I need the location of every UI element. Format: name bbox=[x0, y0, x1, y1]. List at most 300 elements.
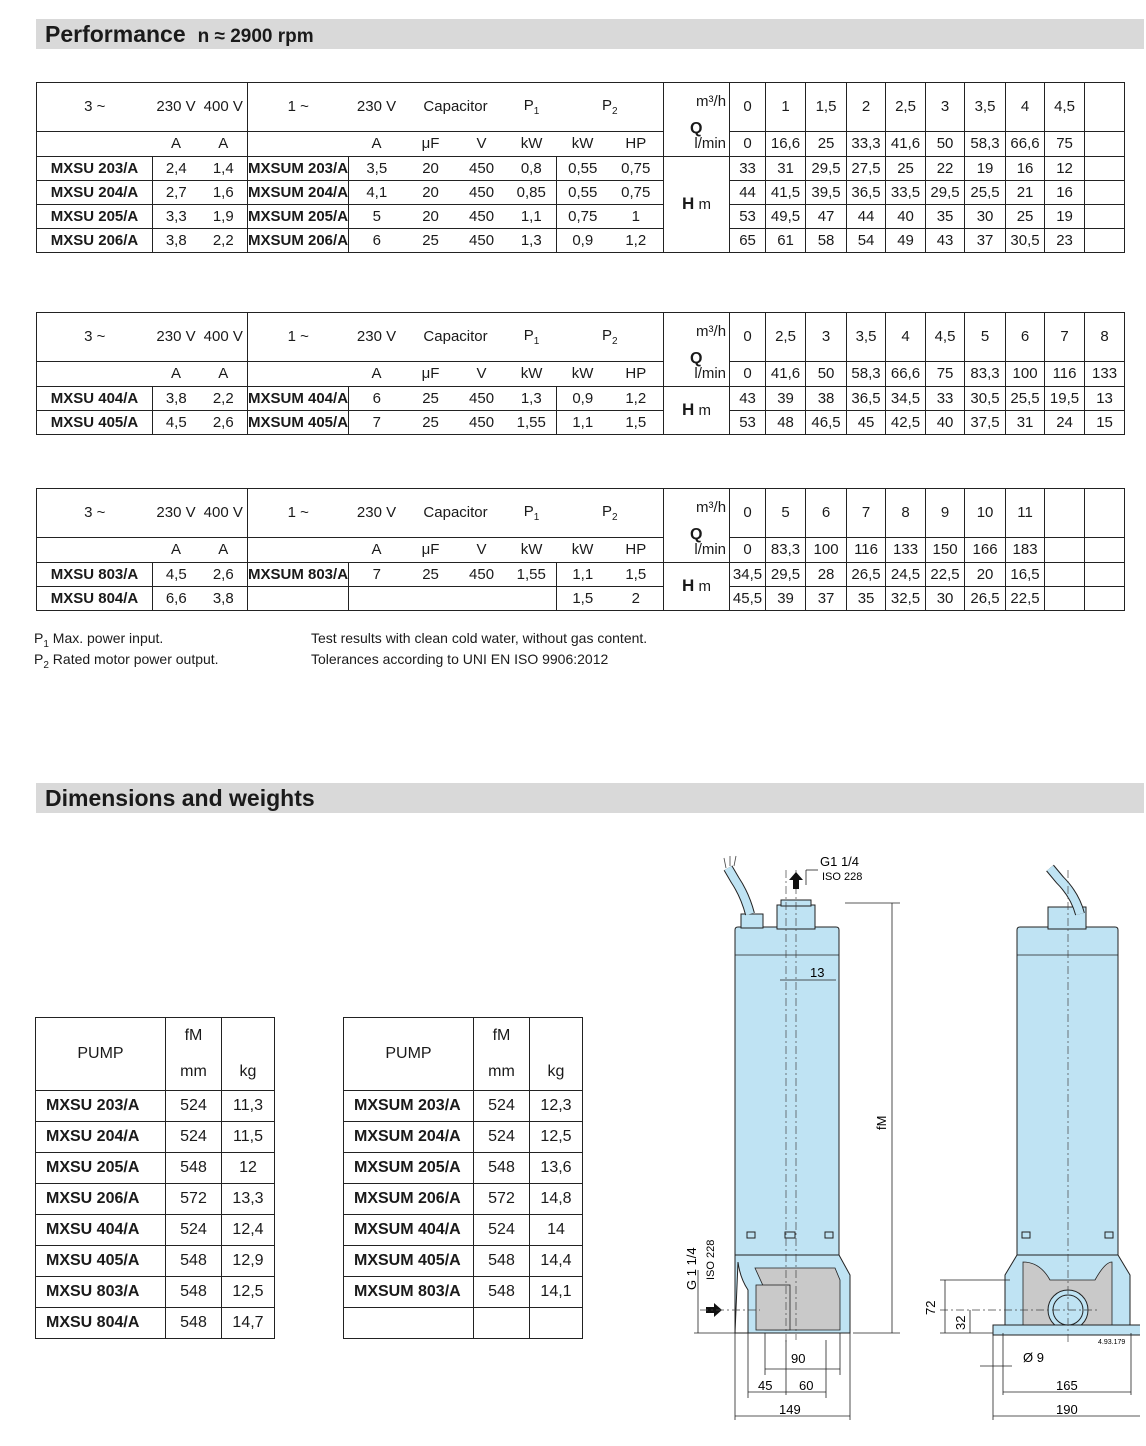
q-lmin-cell: 66,6 bbox=[886, 361, 926, 386]
hdr-230v-1: 230 V bbox=[349, 83, 405, 132]
head-value: 48 bbox=[766, 410, 806, 434]
length-mm: 524 bbox=[166, 1091, 222, 1122]
q-m3h-cell: 9 bbox=[926, 489, 965, 538]
dim-row bbox=[344, 1308, 583, 1339]
head-value: 16 bbox=[1006, 156, 1045, 180]
q-m3h-cell: 6 bbox=[806, 489, 847, 538]
head-value: 37 bbox=[965, 228, 1006, 252]
model-3phase: MXSU 405/A bbox=[37, 410, 153, 434]
head-value: 37 bbox=[806, 586, 847, 610]
dimensions-title: Dimensions and weights bbox=[45, 785, 315, 811]
perf-row: MXSU 203/A 2,4 1,4 MXSUM 203/A 3,5 20 450 0,8 0,55 0,75 H m 33 31 29,5 27,5 25 22 19 16 12 bbox=[37, 156, 1125, 180]
hdr-230v: 230 V bbox=[153, 489, 200, 538]
hdr-mm: mm bbox=[166, 1054, 222, 1091]
performance-speed: n ≈ 2900 rpm bbox=[197, 26, 314, 47]
performance-table-200 bbox=[36, 82, 1125, 253]
q-lmin-cell: 133 bbox=[886, 537, 926, 562]
hdr-capacitor: Capacitor bbox=[405, 489, 507, 538]
q-lmin-cell bbox=[1045, 537, 1085, 562]
length-mm: 548 bbox=[166, 1308, 222, 1339]
head-value: 22 bbox=[926, 156, 965, 180]
head-value: 53 bbox=[730, 410, 766, 434]
hdr-pump: PUMP bbox=[344, 1018, 474, 1091]
q-lmin-cell: 0 bbox=[730, 361, 766, 386]
dimensions-table-1phase bbox=[343, 1017, 583, 1339]
unit-a: A bbox=[153, 537, 200, 562]
dim-row bbox=[344, 1215, 583, 1246]
hdr-p1: $P_1$ bbox=[507, 313, 557, 362]
head-value: 23 bbox=[1045, 228, 1085, 252]
note-p2: $P_2$ Rated motor power output. bbox=[34, 651, 219, 671]
unit-hp: HP bbox=[609, 361, 664, 386]
head-value: 61 bbox=[766, 228, 806, 252]
head-value: 16 bbox=[1045, 180, 1085, 204]
head-value: 36,5 bbox=[847, 386, 886, 410]
weight-kg: 13,3 bbox=[222, 1184, 275, 1215]
head-value: 16,5 bbox=[1006, 562, 1045, 586]
model-1phase: MXSUM 206/A bbox=[248, 228, 349, 252]
hdr-1phase: 1 ~ bbox=[248, 313, 349, 362]
head-value bbox=[1085, 156, 1125, 180]
head-value: 38 bbox=[806, 386, 847, 410]
length-mm: 524 bbox=[474, 1091, 530, 1122]
pump-model: MXSU 405/A bbox=[36, 1246, 166, 1277]
head-value bbox=[1085, 204, 1125, 228]
q-lmin-cell: 41,6 bbox=[886, 131, 926, 156]
hdr-lmin: l/min bbox=[664, 537, 730, 562]
head-value: 22,5 bbox=[926, 562, 965, 586]
hdr-230v: 230 V bbox=[153, 313, 200, 362]
weight-kg: 11,5 bbox=[222, 1122, 275, 1153]
perf-row: MXSU 205/A 3,3 1,9 MXSUM 205/A 5 20 450 1,1 0,75 1 53 49,5 47 44 40 35 30 25 19 bbox=[37, 204, 1125, 228]
q-lmin-cell: 0 bbox=[730, 537, 766, 562]
dim-row bbox=[344, 1091, 583, 1122]
q-m3h-cell: 2 bbox=[847, 83, 886, 132]
q-lmin-cell: 150 bbox=[926, 537, 965, 562]
head-value: 44 bbox=[730, 180, 766, 204]
q-m3h-cell: 7 bbox=[1045, 313, 1085, 362]
perf-row: MXSU 804/A 6,6 3,8 1,5 2 45,5 39 37 35 32,5 30 26,5 22,5 bbox=[37, 586, 1125, 610]
q-m3h-cell: 3 bbox=[926, 83, 965, 132]
head-value: 29,5 bbox=[766, 562, 806, 586]
head-value: 27,5 bbox=[847, 156, 886, 180]
pump-model: MXSUM 206/A bbox=[344, 1184, 474, 1215]
model-1phase: MXSUM 404/A bbox=[248, 386, 349, 410]
q-m3h-cell: 4 bbox=[886, 313, 926, 362]
perf-row: MXSU 404/A 3,8 2,2 MXSUM 404/A 6 25 450 1,3 0,9 1,2 H m 43 39 38 36,5 34,5 33 30,5 25,5 19,5 13 bbox=[37, 386, 1125, 410]
head-value: 42,5 bbox=[886, 410, 926, 434]
head-value: 19 bbox=[1045, 204, 1085, 228]
head-value bbox=[1085, 586, 1125, 610]
unit-a: A bbox=[153, 361, 200, 386]
hdr-pump: PUMP bbox=[36, 1018, 166, 1091]
note-test: Test results with clean cold water, without gas content. bbox=[311, 630, 648, 646]
length-mm: 548 bbox=[166, 1153, 222, 1184]
length-mm: 572 bbox=[166, 1184, 222, 1215]
weight-kg: 13,6 bbox=[530, 1153, 583, 1184]
unit-kw: kW bbox=[507, 537, 557, 562]
weight-kg: 14,7 bbox=[222, 1308, 275, 1339]
hdr-1phase: 1 ~ bbox=[248, 489, 349, 538]
q-m3h-cell: 2,5 bbox=[886, 83, 926, 132]
q-lmin-cell: 25 bbox=[806, 131, 847, 156]
perf-row: MXSU 405/A 4,5 2,6 MXSUM 405/A 7 25 450 1,55 1,1 1,5 53 48 46,5 45 42,5 40 37,5 31 24 15 bbox=[37, 410, 1125, 434]
head-value: 46,5 bbox=[806, 410, 847, 434]
q-m3h-cell: 8 bbox=[886, 489, 926, 538]
head-value: 53 bbox=[730, 204, 766, 228]
q-m3h-cell: 3 bbox=[806, 313, 847, 362]
hdr-230v-1: 230 V bbox=[349, 313, 405, 362]
q-label: Q bbox=[690, 526, 703, 543]
hdr-p2: $P_2$ bbox=[557, 313, 664, 362]
dim-row bbox=[36, 1308, 275, 1339]
unit-kw: kW bbox=[507, 361, 557, 386]
head-value: 40 bbox=[886, 204, 926, 228]
q-m3h-cell: 5 bbox=[965, 313, 1006, 362]
q-m3h-cell: 4,5 bbox=[926, 313, 965, 362]
q-lmin-cell: 166 bbox=[965, 537, 1006, 562]
model-1phase: MXSUM 405/A bbox=[248, 410, 349, 434]
weight-kg: 14,4 bbox=[530, 1246, 583, 1277]
q-m3h-cell: 0 bbox=[730, 489, 766, 538]
pump-model: MXSUM 204/A bbox=[344, 1122, 474, 1153]
q-m3h-cell: 8 bbox=[1085, 313, 1125, 362]
hdr-230v: 230 V bbox=[153, 83, 200, 132]
pump-side-view bbox=[940, 868, 1140, 1420]
head-label: H m bbox=[664, 386, 730, 434]
dim-row bbox=[36, 1153, 275, 1184]
length-mm: 524 bbox=[474, 1122, 530, 1153]
q-m3h-cell: 10 bbox=[965, 489, 1006, 538]
pump-front-view bbox=[694, 856, 900, 1420]
unit-a: A bbox=[349, 361, 405, 386]
head-value: 29,5 bbox=[806, 156, 847, 180]
label-13: 13 bbox=[810, 965, 825, 980]
weight-kg: 12,9 bbox=[222, 1246, 275, 1277]
q-m3h-cell: 5 bbox=[766, 489, 806, 538]
model-3phase: MXSU 204/A bbox=[37, 180, 153, 204]
head-value: 28 bbox=[806, 562, 847, 586]
head-value: 25 bbox=[886, 156, 926, 180]
dim-row bbox=[344, 1184, 583, 1215]
label-60: 60 bbox=[799, 1378, 814, 1393]
head-value: 36,5 bbox=[847, 180, 886, 204]
q-m3h-cell: 3,5 bbox=[847, 313, 886, 362]
pump-model: MXSU 206/A bbox=[36, 1184, 166, 1215]
q-m3h-cell bbox=[1085, 489, 1125, 538]
q-label: Q bbox=[690, 350, 703, 367]
dim-row bbox=[344, 1277, 583, 1308]
model-3phase: MXSU 203/A bbox=[37, 156, 153, 180]
model-1phase bbox=[248, 586, 349, 610]
label-iso-side: ISO 228 bbox=[705, 1239, 717, 1280]
dimensions-table-3phase bbox=[35, 1017, 275, 1339]
dim-row bbox=[344, 1153, 583, 1184]
head-value: 34,5 bbox=[730, 562, 766, 586]
model-3phase: MXSU 206/A bbox=[37, 228, 153, 252]
head-value: 43 bbox=[926, 228, 965, 252]
q-m3h-cell bbox=[1045, 489, 1085, 538]
hdr-fm: fM bbox=[166, 1018, 222, 1055]
pump-model: MXSUM 405/A bbox=[344, 1246, 474, 1277]
model-1phase: MXSUM 203/A bbox=[248, 156, 349, 180]
unit-v: V bbox=[457, 131, 507, 156]
pump-model: MXSUM 404/A bbox=[344, 1215, 474, 1246]
q-m3h-cell: 2,5 bbox=[766, 313, 806, 362]
hdr-400v: 400 V bbox=[200, 313, 248, 362]
head-value: 47 bbox=[806, 204, 847, 228]
head-value: 33,5 bbox=[886, 180, 926, 204]
pump-model: MXSUM 803/A bbox=[344, 1277, 474, 1308]
q-lmin-cell: 16,6 bbox=[766, 131, 806, 156]
label-iso-top: ISO 228 bbox=[822, 871, 863, 883]
q-lmin-cell: 100 bbox=[806, 537, 847, 562]
unit-a: A bbox=[200, 131, 248, 156]
pump-model bbox=[344, 1308, 474, 1339]
hdr-m3h: m³/h bbox=[664, 313, 730, 362]
hdr-kg: kg bbox=[530, 1054, 583, 1091]
head-value bbox=[1045, 562, 1085, 586]
hdr-3phase: 3 ~ bbox=[37, 489, 153, 538]
head-value: 33 bbox=[926, 386, 965, 410]
head-value: 26,5 bbox=[847, 562, 886, 586]
head-value bbox=[1085, 180, 1125, 204]
hdr-m3h: m³/h bbox=[664, 489, 730, 538]
q-lmin-cell bbox=[1085, 131, 1125, 156]
head-value: 19 bbox=[965, 156, 1006, 180]
unit-v: V bbox=[457, 537, 507, 562]
q-m3h-cell: 0 bbox=[730, 83, 766, 132]
q-m3h-cell bbox=[1085, 83, 1125, 132]
model-3phase: MXSU 404/A bbox=[37, 386, 153, 410]
dim-row bbox=[344, 1246, 583, 1277]
length-mm: 524 bbox=[166, 1215, 222, 1246]
label-fm: fM bbox=[874, 1115, 889, 1130]
head-value: 54 bbox=[847, 228, 886, 252]
weight-kg: 12,4 bbox=[222, 1215, 275, 1246]
hdr-lmin: l/min bbox=[664, 361, 730, 386]
dim-row bbox=[36, 1246, 275, 1277]
q-lmin-cell: 75 bbox=[926, 361, 965, 386]
length-mm: 524 bbox=[474, 1215, 530, 1246]
head-value: 30 bbox=[965, 204, 1006, 228]
head-value bbox=[1045, 586, 1085, 610]
perf-row: MXSU 204/A 2,7 1,6 MXSUM 204/A 4,1 20 450 0,85 0,55 0,75 44 41,5 39,5 36,5 33,5 29,5 25,5 21 16 bbox=[37, 180, 1125, 204]
head-value: 25,5 bbox=[965, 180, 1006, 204]
label-165: 165 bbox=[1056, 1378, 1078, 1393]
head-label: H m bbox=[664, 562, 730, 610]
weight-kg: 14,1 bbox=[530, 1277, 583, 1308]
unit-kw: kW bbox=[557, 361, 609, 386]
length-mm: 548 bbox=[166, 1246, 222, 1277]
head-value: 31 bbox=[766, 156, 806, 180]
head-value: 37,5 bbox=[965, 410, 1006, 434]
pump-model: MXSU 803/A bbox=[36, 1277, 166, 1308]
head-value: 20 bbox=[965, 562, 1006, 586]
weight-kg: 12,5 bbox=[222, 1277, 275, 1308]
head-value: 30 bbox=[926, 586, 965, 610]
q-lmin-cell: 66,6 bbox=[1006, 131, 1045, 156]
hdr-lmin: l/min bbox=[664, 131, 730, 156]
head-value: 30,5 bbox=[965, 386, 1006, 410]
q-lmin-cell: 83,3 bbox=[965, 361, 1006, 386]
hdr-p2: $P_2$ bbox=[557, 489, 664, 538]
unit-a: A bbox=[200, 537, 248, 562]
q-lmin-cell: 33,3 bbox=[847, 131, 886, 156]
model-3phase: MXSU 803/A bbox=[37, 562, 153, 586]
pump-model: MXSU 203/A bbox=[36, 1091, 166, 1122]
q-m3h-cell: 4 bbox=[1006, 83, 1045, 132]
head-value: 19,5 bbox=[1045, 386, 1085, 410]
unit-hp: HP bbox=[609, 131, 664, 156]
q-lmin-cell: 116 bbox=[1045, 361, 1085, 386]
head-value: 43 bbox=[730, 386, 766, 410]
dim-row bbox=[36, 1215, 275, 1246]
hdr-m3h: m³/h bbox=[664, 83, 730, 132]
hdr-230v-1: 230 V bbox=[349, 489, 405, 538]
head-value: 49,5 bbox=[766, 204, 806, 228]
head-label: H m bbox=[664, 156, 730, 252]
head-value: 35 bbox=[847, 586, 886, 610]
unit-v: V bbox=[457, 361, 507, 386]
unit-kw: kW bbox=[557, 537, 609, 562]
hdr-p2: $P_2$ bbox=[557, 83, 664, 132]
label-149: 149 bbox=[779, 1402, 801, 1417]
q-m3h-cell: 1 bbox=[766, 83, 806, 132]
q-lmin-cell: 58,3 bbox=[965, 131, 1006, 156]
performance-table-400 bbox=[36, 312, 1125, 435]
perf-row: MXSU 803/A 4,5 2,6 MXSUM 803/A 7 25 450 1,55 1,1 1,5 H m 34,5 29,5 28 26,5 24,5 22,5 20 16,5 bbox=[37, 562, 1125, 586]
unit-hp: HP bbox=[609, 537, 664, 562]
model-1phase: MXSUM 205/A bbox=[248, 204, 349, 228]
label-g-top: G1 1/4 bbox=[820, 854, 860, 869]
hdr-capacitor: Capacitor bbox=[405, 313, 507, 362]
pump-model: MXSU 204/A bbox=[36, 1122, 166, 1153]
label-g-side: G 1 1/4 bbox=[684, 1247, 699, 1290]
label-32: 32 bbox=[953, 1315, 968, 1330]
head-value: 39 bbox=[766, 386, 806, 410]
model-1phase: MXSUM 803/A bbox=[248, 562, 349, 586]
dim-row bbox=[36, 1091, 275, 1122]
head-value: 24,5 bbox=[886, 562, 926, 586]
head-value: 39 bbox=[766, 586, 806, 610]
unit-a: A bbox=[349, 131, 405, 156]
head-value: 24 bbox=[1045, 410, 1085, 434]
dim-row bbox=[36, 1277, 275, 1308]
head-value: 12 bbox=[1045, 156, 1085, 180]
head-value bbox=[1085, 228, 1125, 252]
length-mm: 548 bbox=[474, 1277, 530, 1308]
head-value: 31 bbox=[1006, 410, 1045, 434]
length-mm: 548 bbox=[166, 1277, 222, 1308]
drawing-code: 4.93.179 bbox=[1098, 1339, 1126, 1346]
performance-title: Performance n ≈ 2900 rpm bbox=[45, 21, 314, 47]
head-value: 32,5 bbox=[886, 586, 926, 610]
hdr-400v: 400 V bbox=[200, 83, 248, 132]
weight-kg: 12 bbox=[222, 1153, 275, 1184]
q-m3h-cell: 11 bbox=[1006, 489, 1045, 538]
q-lmin-cell: 41,6 bbox=[766, 361, 806, 386]
dim-row bbox=[344, 1122, 583, 1153]
hdr-1phase: 1 ~ bbox=[248, 83, 349, 132]
head-value: 21 bbox=[1006, 180, 1045, 204]
head-value: 40 bbox=[926, 410, 965, 434]
head-value: 49 bbox=[886, 228, 926, 252]
performance-header bbox=[36, 19, 1144, 49]
hdr-p1: $P_1$ bbox=[507, 489, 557, 538]
q-lmin-cell: 133 bbox=[1085, 361, 1125, 386]
hdr-fm: fM bbox=[474, 1018, 530, 1055]
unit-a: A bbox=[349, 537, 405, 562]
head-value: 44 bbox=[847, 204, 886, 228]
head-value: 25,5 bbox=[1006, 386, 1045, 410]
unit-uf: μF bbox=[405, 537, 457, 562]
q-label: Q bbox=[690, 120, 703, 137]
weight-kg: 12,3 bbox=[530, 1091, 583, 1122]
head-value: 39,5 bbox=[806, 180, 847, 204]
head-value: 30,5 bbox=[1006, 228, 1045, 252]
q-m3h-cell: 1,5 bbox=[806, 83, 847, 132]
hdr-400v: 400 V bbox=[200, 489, 248, 538]
note-tolerance: Tolerances according to UNI EN ISO 9906:2012 bbox=[311, 651, 609, 667]
head-value: 45,5 bbox=[730, 586, 766, 610]
head-value: 13 bbox=[1085, 386, 1125, 410]
weight-kg bbox=[530, 1308, 583, 1339]
pump-model: MXSU 804/A bbox=[36, 1308, 166, 1339]
hdr-p1: $P_1$ bbox=[507, 83, 557, 132]
pump-model: MXSU 404/A bbox=[36, 1215, 166, 1246]
q-m3h-cell: 7 bbox=[847, 489, 886, 538]
label-d9: Ø 9 bbox=[1023, 1350, 1044, 1365]
pump-drawing bbox=[680, 845, 1140, 1445]
q-m3h-cell: 6 bbox=[1006, 313, 1045, 362]
hdr-mm: mm bbox=[474, 1054, 530, 1091]
dim-row bbox=[36, 1122, 275, 1153]
q-m3h-cell: 4,5 bbox=[1045, 83, 1085, 132]
head-value: 35 bbox=[926, 204, 965, 228]
label-45: 45 bbox=[758, 1378, 773, 1393]
pump-model: MXSU 205/A bbox=[36, 1153, 166, 1184]
perf-row: MXSU 206/A 3,8 2,2 MXSUM 206/A 6 25 450 1,3 0,9 1,2 65 61 58 54 49 43 37 30,5 23 bbox=[37, 228, 1125, 252]
head-value: 65 bbox=[730, 228, 766, 252]
q-lmin-cell: 75 bbox=[1045, 131, 1085, 156]
q-lmin-cell: 100 bbox=[1006, 361, 1045, 386]
note-p1: $P_1$ Max. power input. bbox=[34, 630, 164, 650]
label-190: 190 bbox=[1056, 1402, 1078, 1417]
unit-a: A bbox=[153, 131, 200, 156]
model-3phase: MXSU 205/A bbox=[37, 204, 153, 228]
hdr-kg: kg bbox=[222, 1054, 275, 1091]
dimensions-header bbox=[36, 783, 1144, 813]
q-lmin-cell: 116 bbox=[847, 537, 886, 562]
q-lmin-cell bbox=[1085, 537, 1125, 562]
q-lmin-cell: 58,3 bbox=[847, 361, 886, 386]
dim-row bbox=[36, 1184, 275, 1215]
head-value: 41,5 bbox=[766, 180, 806, 204]
q-lmin-cell: 50 bbox=[806, 361, 847, 386]
length-mm: 572 bbox=[474, 1184, 530, 1215]
head-value bbox=[1085, 562, 1125, 586]
label-90: 90 bbox=[791, 1351, 806, 1366]
head-value: 34,5 bbox=[886, 386, 926, 410]
head-value: 29,5 bbox=[926, 180, 965, 204]
head-value: 45 bbox=[847, 410, 886, 434]
head-value: 26,5 bbox=[965, 586, 1006, 610]
model-1phase: MXSUM 204/A bbox=[248, 180, 349, 204]
weight-kg: 14 bbox=[530, 1215, 583, 1246]
weight-kg: 12,5 bbox=[530, 1122, 583, 1153]
model-3phase: MXSU 804/A bbox=[37, 586, 153, 610]
